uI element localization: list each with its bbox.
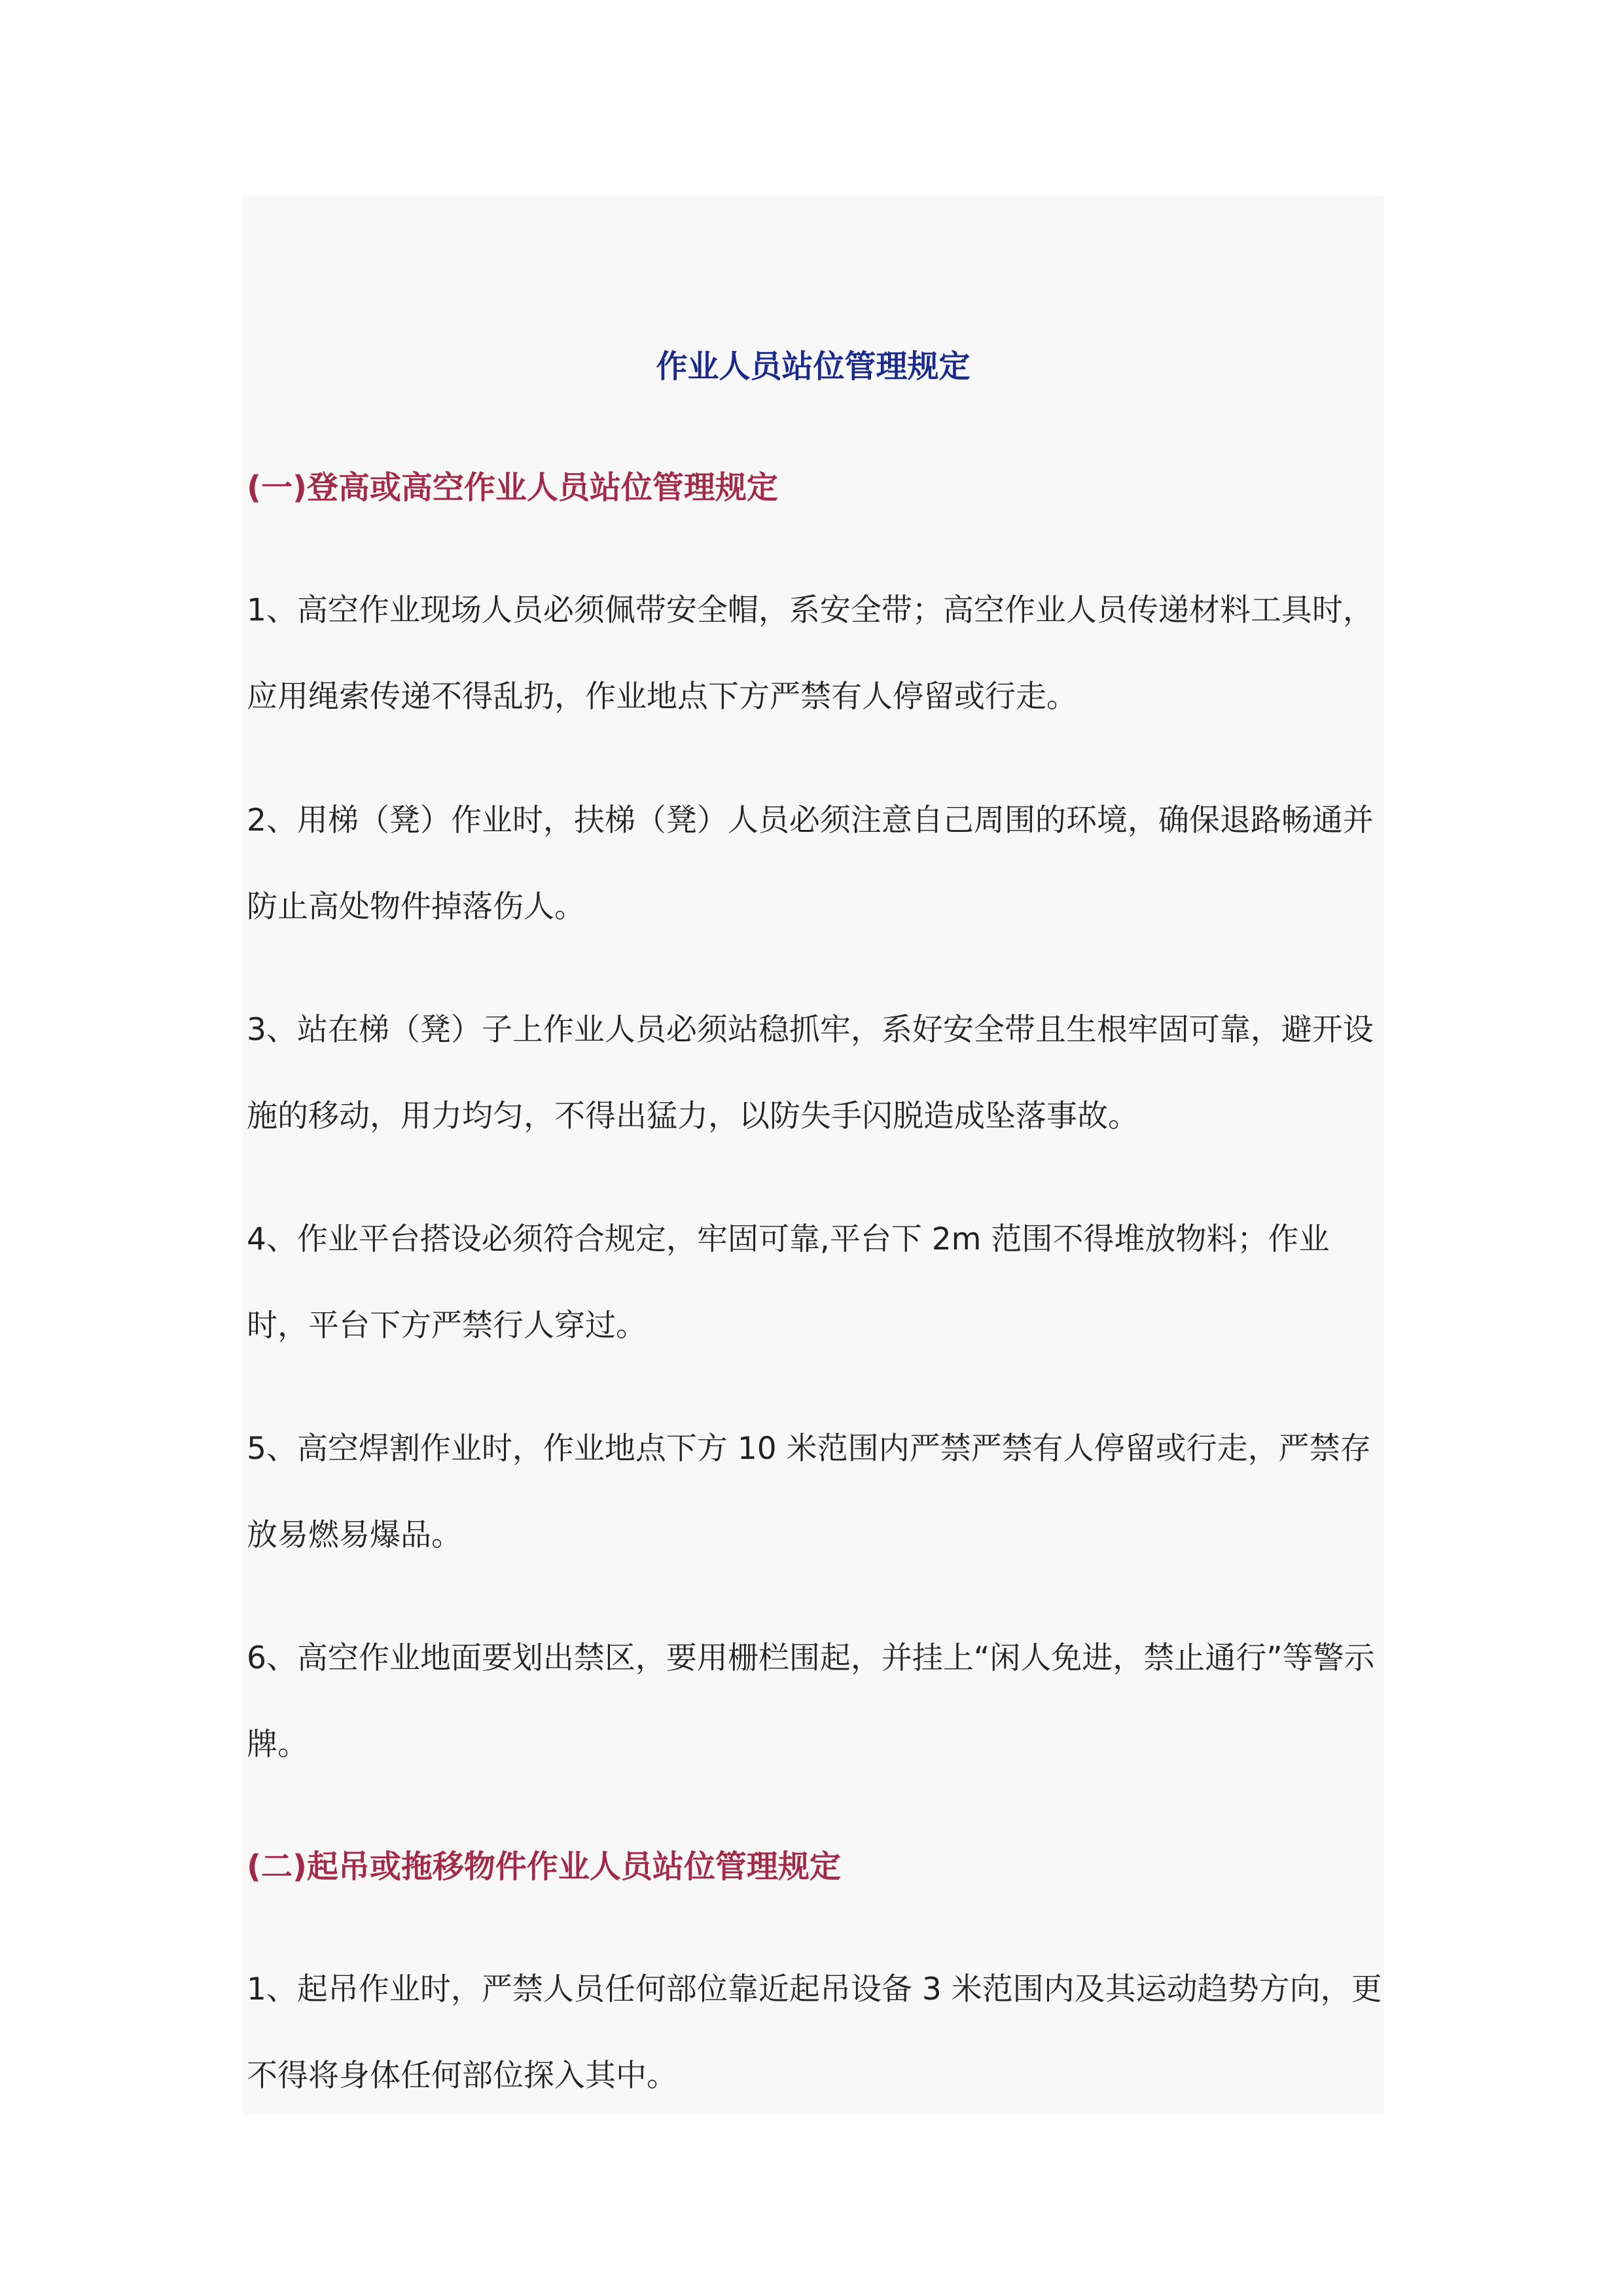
paragraph: 2、用梯（凳）作业时，扶梯（凳）人员必须注意自己周围的环境，确保退路畅通并防止高处物件掉落伤人。	[247, 802, 1374, 925]
paragraph: 3、站在梯（凳）子上作业人员必须站稳抓牢，系好安全带且生根牢固可靠，避开设施的移动，用力均匀，不得出猛力，以防失手闪脱造成坠落事故。	[247, 1012, 1374, 1134]
section-heading-1: (一)登高或高空作业人员站位管理规定	[247, 469, 778, 506]
section-heading-2: (二)起吊或拖移物件作业人员站位管理规定	[247, 1848, 841, 1885]
paragraph: 6、高空作业地面要划出禁区，要用栅栏围起，并挂上“闲人免进，禁止通行”等警示牌。	[247, 1640, 1375, 1763]
document-panel	[242, 196, 1384, 2114]
paragraph: 5、高空焊割作业时，作业地点下方 10 米范围内严禁严禁有人停留或行走，严禁存放易燃易爆品。	[247, 1431, 1371, 1553]
paragraph: 4、作业平台搭设必须符合规定，牢固可靠,平台下 2m 范围不得堆放物料；作业时，平台下方严禁行人穿过。	[247, 1221, 1330, 1344]
paragraph: 1、起吊作业时，严禁人员任何部位靠近起吊设备 3 米范围内及其运动趋势方向，更不得将身体任何部位探入其中。	[247, 1971, 1382, 2094]
paragraph: 1、高空作业现场人员必须佩带安全帽，系安全带；高空作业人员传递材料工具时，应用绳索传递不得乱扔，作业地点下方严禁有人停留或行走。	[247, 592, 1374, 715]
document-title: 作业人员站位管理规定	[656, 348, 971, 385]
